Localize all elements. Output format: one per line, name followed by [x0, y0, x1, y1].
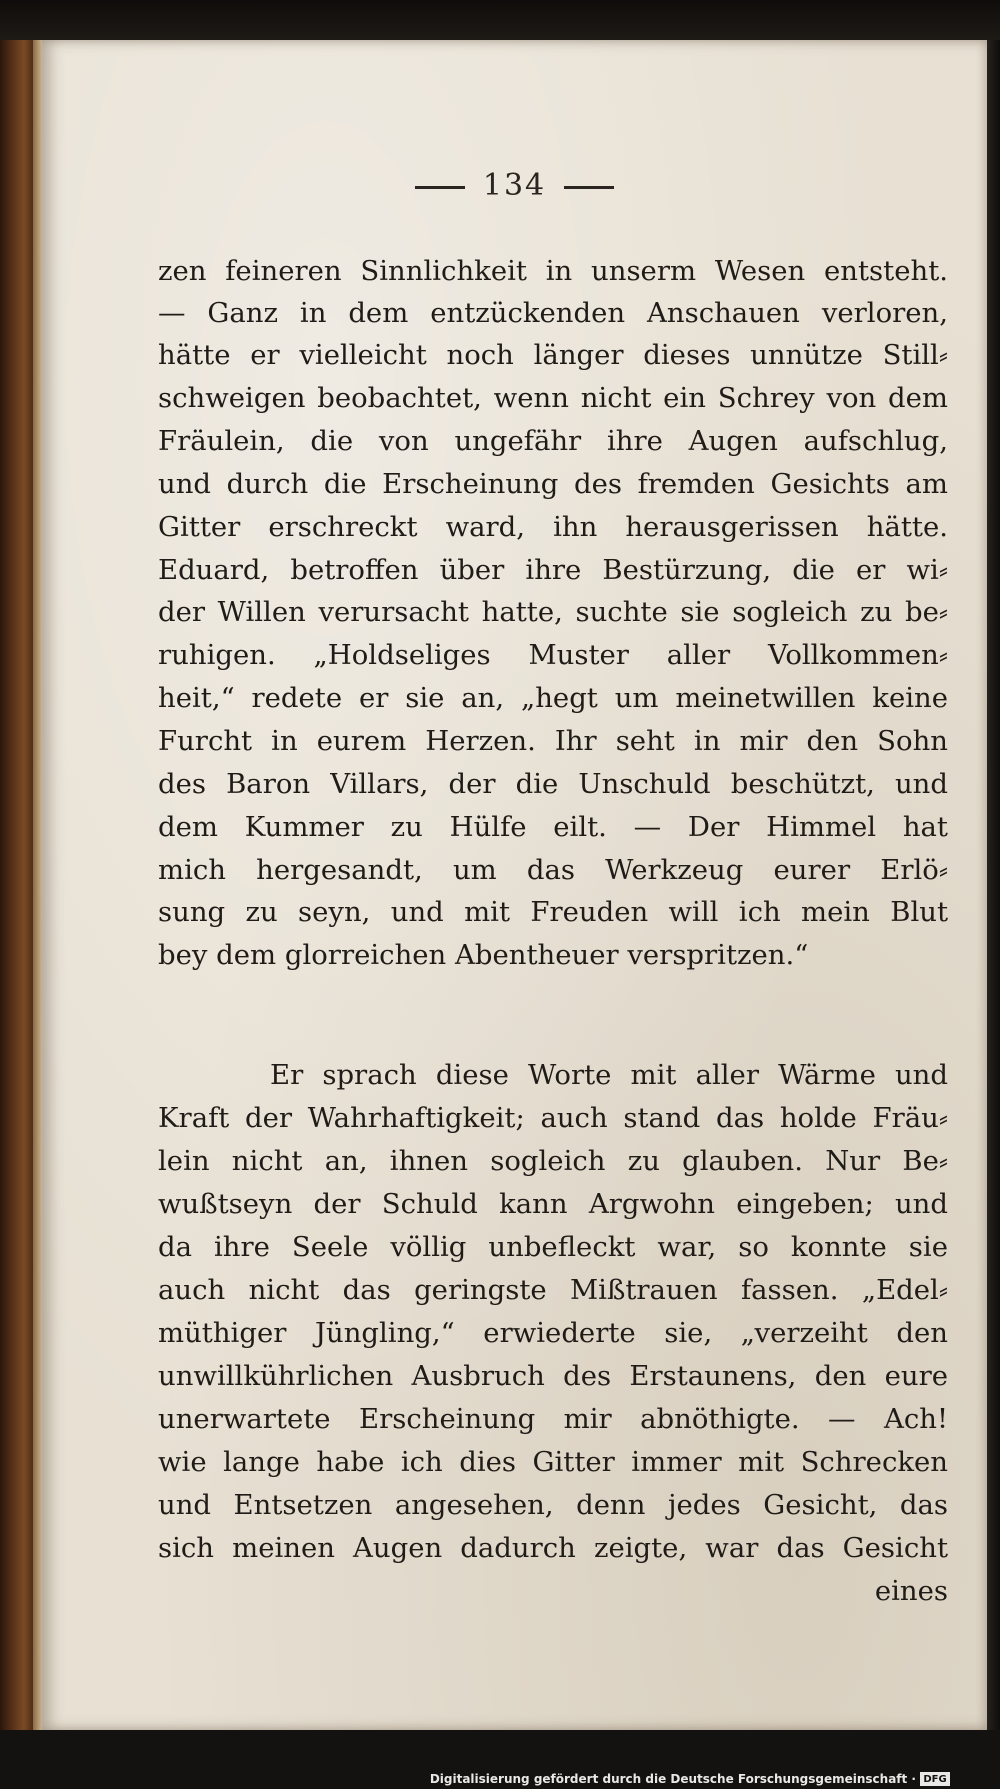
text-line: Gitter erschreckt ward, ihn herausgerissen hätte. [158, 511, 948, 543]
text-line: wie lange habe ich dies Gitter immer mit Schrecken [158, 1446, 948, 1478]
text-line: hätte er vielleicht noch länger dieses unnütze Still⸗ [158, 339, 948, 371]
text-line: Furcht in eurem Herzen. Ihr seht in mir den Sohn [158, 725, 948, 757]
text-line: bey dem glorreichen Abentheuer verspritzen.“ [158, 939, 809, 971]
scan-top-border [0, 0, 1000, 40]
scan-right-border [985, 40, 1000, 1730]
digitization-footer [430, 1771, 950, 1787]
text-line: auch nicht das geringste Mißtrauen fassen. „Edel⸗ [158, 1274, 948, 1306]
text-line: des Baron Villars, der die Unschuld beschützt, und [158, 768, 948, 800]
text-line: schweigen beobachtet, wenn nicht ein Schrey von dem [158, 382, 948, 414]
text-line: und durch die Erscheinung des fremden Gesichts am [158, 468, 948, 500]
dfg-logo: DFG [920, 1772, 950, 1786]
text-line: dem Kummer zu Hülfe eilt. — Der Himmel hat [158, 811, 948, 843]
text-line: — Ganz in dem entzückenden Anschauen verloren, [158, 297, 948, 329]
text-line: sich meinen Augen dadurch zeigte, war das Gesicht [158, 1532, 948, 1564]
text-line: der Willen verursacht hatte, suchte sie sogleich zu be⸗ [158, 596, 948, 628]
text-line: da ihre Seele völlig unbefleckt war, so konnte sie [158, 1231, 948, 1263]
text-line: müthiger Jüngling,“ erwiederte sie, „verzeiht den [158, 1317, 948, 1349]
funding-credit: Digitalisierung gefördert durch die Deutsche Forschungsgemeinschaft · [429, 1772, 916, 1786]
header-dash-right [564, 186, 614, 189]
text-line: heit,“ redete er sie an, „hegt um meinetwillen keine [158, 682, 948, 714]
page-header [42, 168, 987, 203]
catchword: eines [874, 1575, 948, 1607]
text-line: unwillkührlichen Ausbruch des Erstaunens, den eure [158, 1360, 948, 1392]
book-page [42, 40, 987, 1730]
header-dash-left [415, 186, 465, 189]
text-line: ruhigen. „Holdseliges Muster aller Vollkommen⸗ [158, 639, 948, 671]
page-stack-edge [33, 40, 42, 1730]
text-line: Eduard, betroffen über ihre Bestürzung, die er wi⸗ [158, 554, 948, 586]
text-line: unerwartete Erscheinung mir abnöthigte. — Ach! [158, 1403, 948, 1435]
text-line: Kraft der Wahrhaftigkeit; auch stand das holde Fräu⸗ [158, 1102, 948, 1134]
text-line: und Entsetzen angesehen, denn jedes Gesicht, das [158, 1489, 948, 1521]
text-line: wußtseyn der Schuld kann Argwohn eingeben; und [158, 1188, 948, 1220]
text-line: mich hergesandt, um das Werkzeug eurer Erlö⸗ [158, 854, 948, 886]
text-line: zen feineren Sinnlichkeit in unserm Wesen entsteht. [158, 255, 948, 287]
text-line: sung zu seyn, und mit Freuden will ich mein Blut [158, 896, 948, 928]
text-line: Er sprach diese Worte mit aller Wärme und [270, 1059, 948, 1091]
text-line: Fräulein, die von ungefähr ihre Augen aufschlug, [158, 425, 948, 457]
page-number: 134 [482, 168, 547, 203]
text-line: lein nicht an, ihnen sogleich zu glauben. Nur Be⸗ [158, 1145, 948, 1177]
